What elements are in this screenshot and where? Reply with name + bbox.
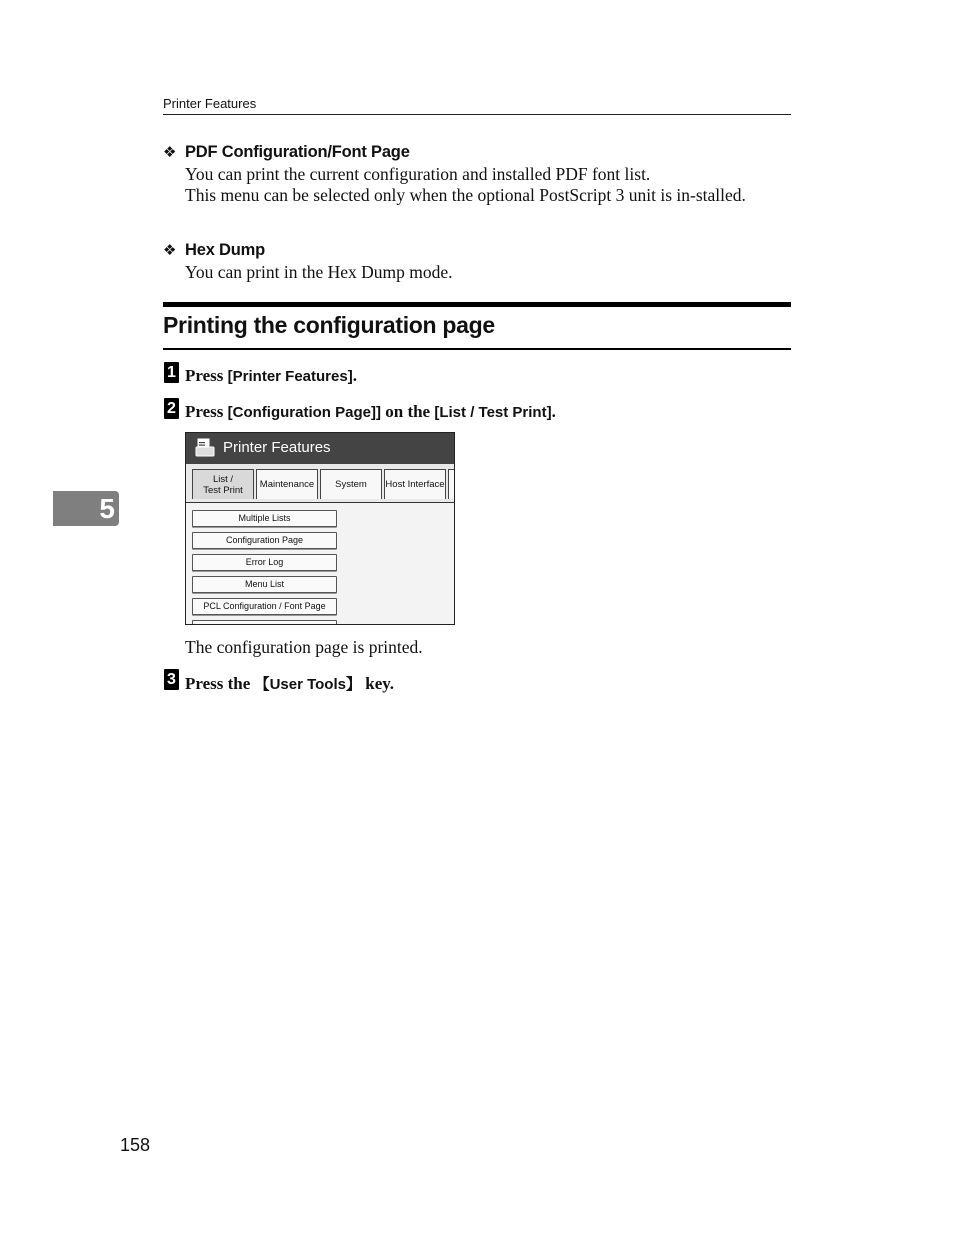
- hex-dump-body: [185, 262, 791, 283]
- hex-dump-heading-text: Hex Dump: [185, 241, 265, 259]
- user-tools-key-label: 【User Tools】: [254, 676, 361, 693]
- tab-system[interactable]: System: [320, 469, 382, 499]
- pdf-config-heading: [163, 143, 410, 162]
- configuration-page-button[interactable]: Configuration Page: [192, 532, 337, 549]
- step-2-text: Press [Configuration Page]] on the [List / Test Print].: [185, 402, 556, 421]
- pdf-config-line-2: This menu can be selected only when the optional PostScript 3 unit is in-stalled.: [185, 184, 746, 205]
- next-list-button[interactable]: [192, 620, 337, 625]
- menu-list-button[interactable]: Menu List: [192, 576, 337, 593]
- running-header: Printer Features: [163, 96, 257, 111]
- step-badge-2: 2: [164, 398, 179, 419]
- hex-dump-line-1: You can print in the Hex Dump mode.: [185, 262, 453, 282]
- section-bottom-rule: [163, 348, 791, 350]
- section-title: Printing the configuration page: [163, 312, 495, 338]
- pdf-config-body: [185, 164, 791, 205]
- tab-maintenance[interactable]: Maintenance: [256, 469, 318, 499]
- section-top-rule: [163, 302, 791, 307]
- hex-dump-heading: [163, 241, 265, 260]
- list-test-print-key-label: [List / Test Print]: [434, 404, 552, 421]
- pcl-configuration-font-page-button[interactable]: PCL Configuration / Font Page: [192, 598, 337, 615]
- step-badge-3: 3: [164, 669, 179, 690]
- tab-more[interactable]: [448, 469, 455, 499]
- panel-titlebar: [186, 433, 454, 464]
- page-number: 158: [120, 1135, 151, 1155]
- panel-tabs: [186, 464, 454, 503]
- tab-list-test-print[interactable]: List / Test Print: [192, 469, 254, 499]
- pdf-config-heading-text: PDF Configuration/Font Page: [185, 143, 410, 161]
- diamond-bullet-icon: ❖: [163, 144, 177, 161]
- step-1-text: Press [Printer Features].: [185, 366, 357, 385]
- tab-host-interface[interactable]: Host Interface: [384, 469, 446, 499]
- result-text: The configuration page is printed.: [185, 637, 423, 657]
- panel-title: Printer Features: [223, 439, 331, 456]
- error-log-button[interactable]: Error Log: [192, 554, 337, 571]
- diamond-bullet-icon: ❖: [163, 242, 177, 259]
- printer-features-screen: [185, 432, 455, 625]
- printer-features-key-label: [Printer Features]: [227, 368, 353, 385]
- pdf-config-line-1: You can print the current configuration and installed PDF font list.: [185, 164, 651, 184]
- multiple-lists-button[interactable]: Multiple Lists: [192, 510, 337, 527]
- header-rule: [163, 114, 791, 115]
- configuration-page-key-label: [Configuration Page]]: [227, 404, 381, 421]
- step-badge-1: 1: [164, 362, 179, 383]
- chapter-tab: 5: [53, 491, 119, 526]
- printer-features-icon: [194, 437, 216, 459]
- step-3-text: Press the 【User Tools】 key.: [185, 674, 395, 693]
